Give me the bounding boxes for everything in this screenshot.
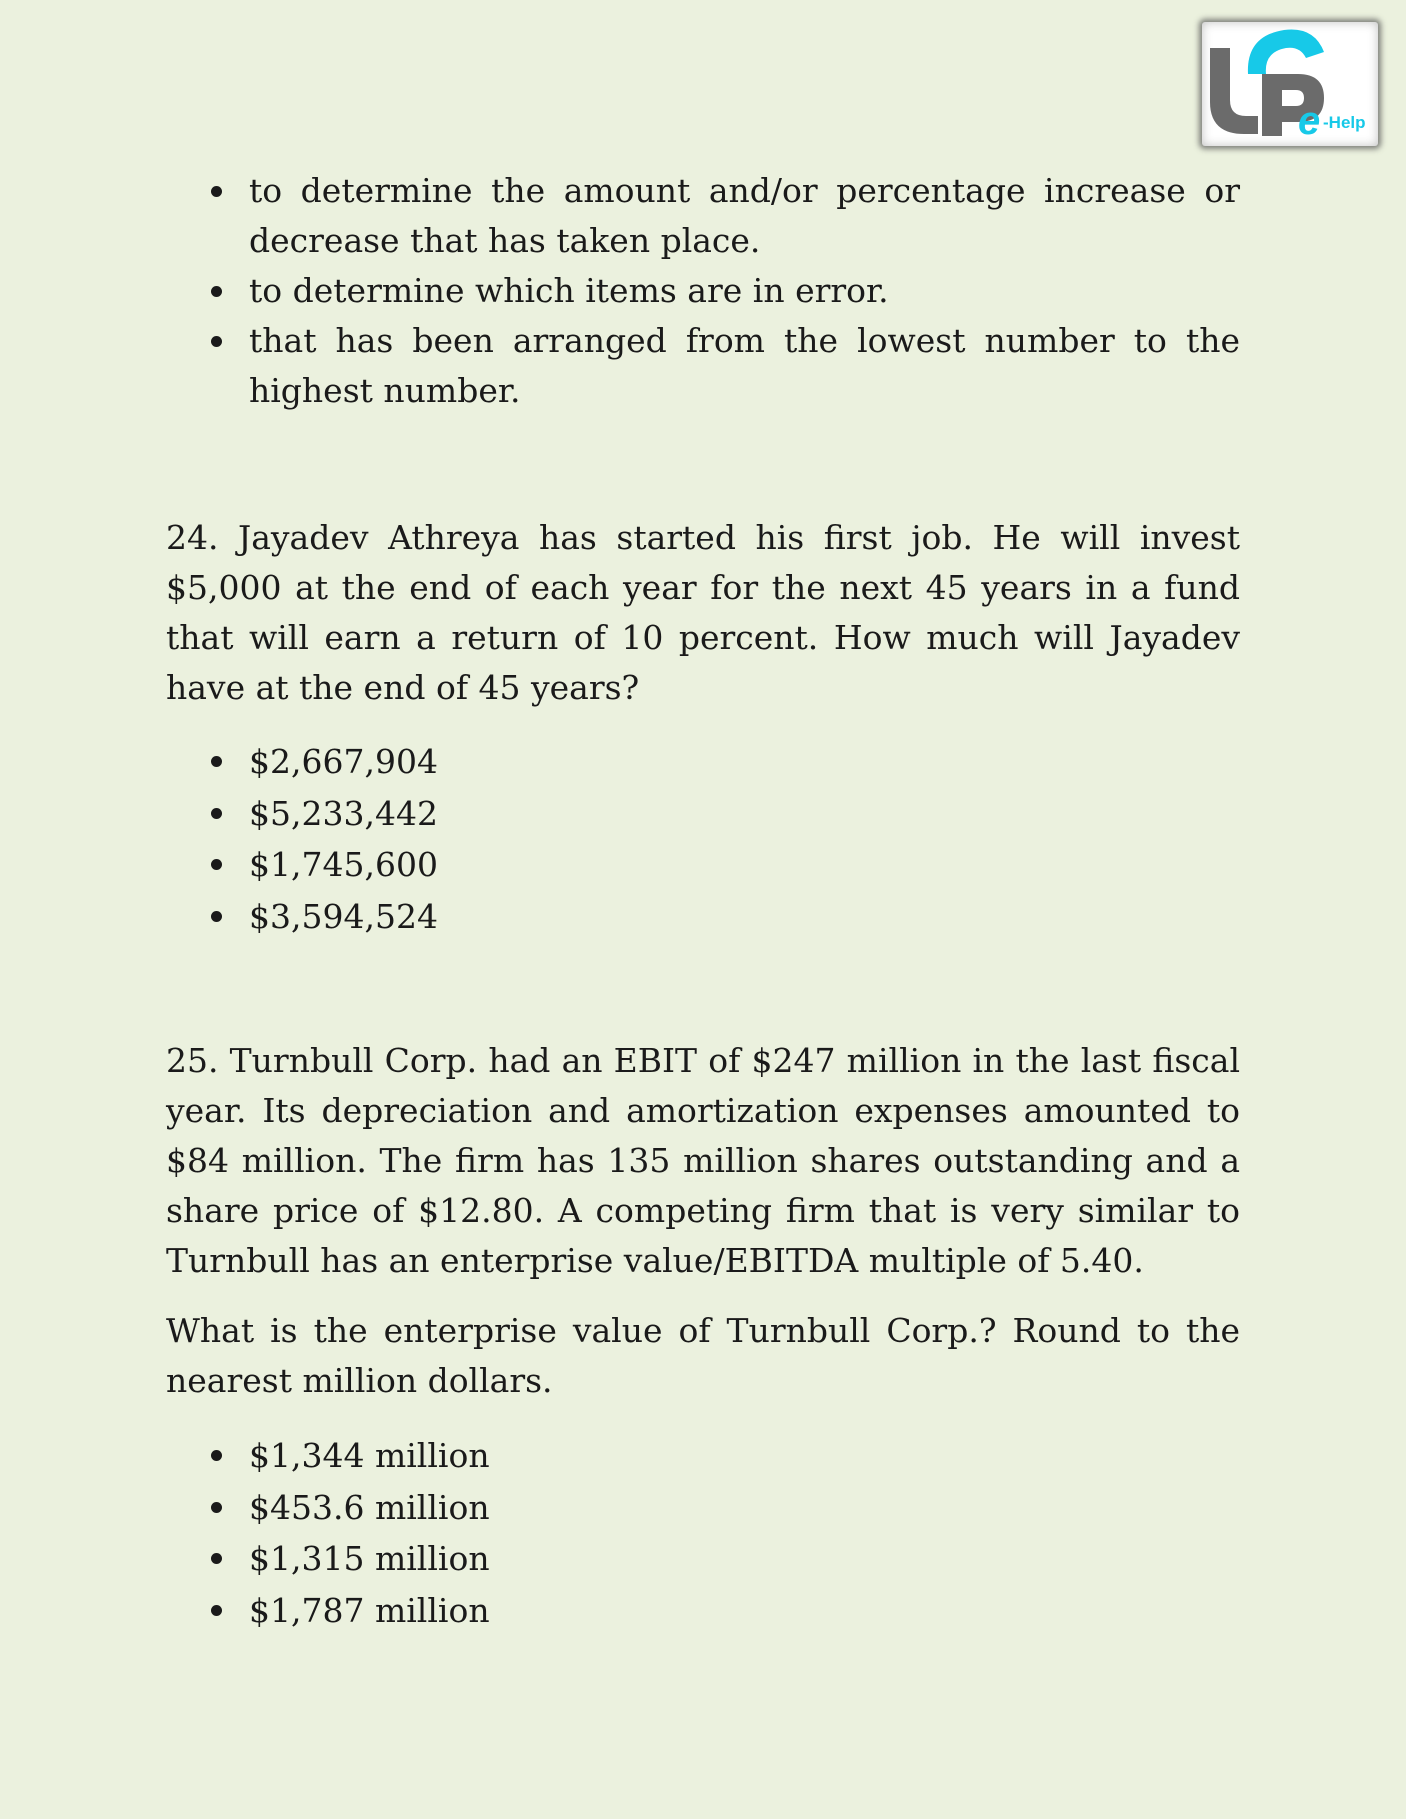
bullet-icon bbox=[211, 1450, 222, 1461]
list-item: $1,787 million bbox=[166, 1585, 1240, 1637]
logo-tagline: -Help bbox=[1323, 113, 1366, 132]
previous-question-options bbox=[166, 166, 1240, 416]
list-item: $1,745,600 bbox=[166, 839, 1240, 891]
question-24-text: 24. Jayadev Athreya has started his first job. He will invest $5,000 at the end of each year for the next 45 years in a fund that will earn a return of 10 percent. How much will Jayadev have at the end of 45 years? bbox=[166, 518, 1240, 707]
bullet-icon bbox=[211, 808, 222, 819]
list-item: that has been arranged from the lowest number to the highest number. bbox=[166, 316, 1240, 416]
list-item: to determine the amount and/or percentage increase or decrease that has taken place. bbox=[166, 166, 1240, 266]
bullet-icon bbox=[211, 286, 222, 297]
question-25-prompt: What is the enterprise value of Turnbull Corp.? Round to the nearest million dollars. bbox=[166, 1311, 1240, 1400]
list-item: $2,667,904 bbox=[166, 736, 1240, 788]
list-item: to determine which items are in error. bbox=[166, 266, 1240, 316]
question-24-options bbox=[166, 736, 1240, 942]
bullet-icon bbox=[211, 336, 222, 347]
question-25-options bbox=[166, 1430, 1240, 1636]
logo-mark bbox=[1202, 22, 1378, 146]
list-item: $3,594,524 bbox=[166, 891, 1240, 943]
question-25-text: 25. Turnbull Corp. had an EBIT of $247 million in the last fiscal year. Its depreciation and amortization expenses amounted to $84 million. The firm has 135 million shares outstanding and a share price of $12.80. A competing firm that is very similar to Turnbull has an enterprise value/EBITDA multiple of 5.40. bbox=[166, 1041, 1240, 1280]
bullet-icon bbox=[211, 186, 222, 197]
list-item: $453.6 million bbox=[166, 1482, 1240, 1534]
svg-text:e: e bbox=[1298, 99, 1321, 143]
bullet-icon bbox=[211, 1553, 222, 1564]
bullet-icon bbox=[211, 1605, 222, 1616]
bullet-icon bbox=[211, 756, 222, 767]
list-item: $1,315 million bbox=[166, 1533, 1240, 1585]
list-item: $1,344 million bbox=[166, 1430, 1240, 1482]
list-item: $5,233,442 bbox=[166, 788, 1240, 840]
bullet-icon bbox=[211, 859, 222, 870]
bullet-icon bbox=[211, 911, 222, 922]
up-ehelp-logo bbox=[1202, 22, 1378, 146]
bullet-icon bbox=[211, 1502, 222, 1513]
